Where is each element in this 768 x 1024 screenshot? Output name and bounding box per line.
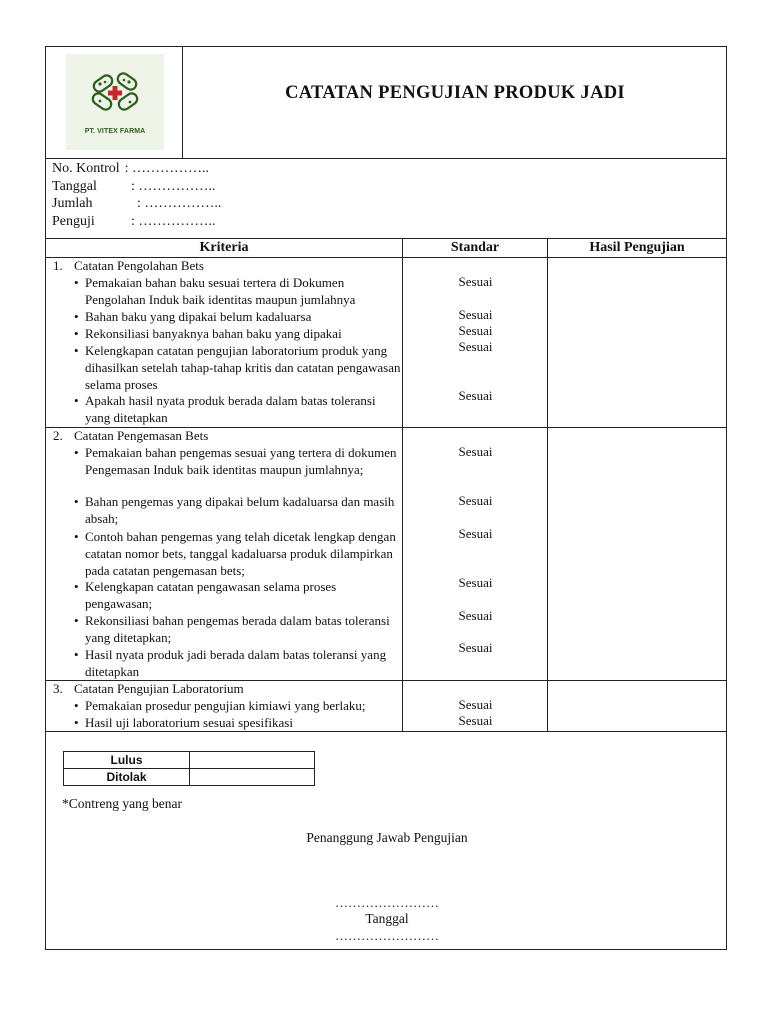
header-kriteria: Kriteria xyxy=(199,240,249,255)
criteria-item: • Hasil nyata produk jadi berada dalam batas toleransi yang ditetapkan xyxy=(74,647,387,679)
section-number: 1. xyxy=(53,258,63,273)
form-sheet xyxy=(45,46,727,950)
result-row-ditolak xyxy=(64,769,315,786)
lulus-checkbox[interactable] xyxy=(190,752,315,769)
capsule-logo-icon xyxy=(66,54,164,124)
header-standar: Standar xyxy=(450,240,500,255)
standard-value: Sesuai xyxy=(458,339,493,354)
criteria-item: • Pemakaian bahan pengemas sesuai yang tertera di dokumen Pengemasan Induk baik identitas maupun jumlahnya; xyxy=(74,445,397,477)
standard-value: Sesuai xyxy=(458,608,493,623)
criteria-item: • Hasil uji laboratorium sesuai spesifikasi xyxy=(74,715,293,730)
ditolak-checkbox[interactable] xyxy=(190,769,315,786)
criteria-item: • Bahan baku yang dipakai belum kadaluarsa xyxy=(74,309,312,324)
section-title-3 xyxy=(53,681,244,698)
form-header xyxy=(46,47,726,159)
section-title-text: Catatan Pengolahan Bets xyxy=(74,258,204,273)
section-number: 3. xyxy=(53,681,63,696)
info-row-penguji xyxy=(52,213,221,231)
check-note: *Contreng yang benar xyxy=(62,796,182,811)
standard-value: Sesuai xyxy=(458,697,493,712)
section-number: 2. xyxy=(53,428,63,443)
criteria-item: • Bahan pengemas yang dipakai belum kadaluarsa dan masih absah; xyxy=(74,494,395,526)
company-logo xyxy=(66,54,164,150)
info-row-kontrol xyxy=(52,160,221,178)
result-row-lulus xyxy=(64,752,315,769)
section-title-text: Catatan Pengujian Laboratorium xyxy=(74,681,244,696)
criteria-item: • Pemakaian bahan baku sesuai tertera di Dokumen Pengolahan Induk baik identitas maupun jumlahnya xyxy=(74,275,356,307)
criteria-item: • Apakah hasil nyata produk berada dalam batas toleransi yang ditetapkan xyxy=(74,393,376,425)
criteria-item: • Rekonsiliasi bahan pengemas berada dalam batas toleransi yang ditetapkan; xyxy=(74,613,390,645)
criteria-item: • Kelengkapan catatan pengawasan selama proses pengawasan; xyxy=(74,579,337,611)
ditolak-label: Ditolak xyxy=(64,769,190,786)
penguji-label: Penguji xyxy=(52,213,95,229)
standard-value: Sesuai xyxy=(458,388,493,403)
signature-date-line[interactable]: …………………… xyxy=(335,928,439,943)
jumlah-label: Jumlah xyxy=(52,196,93,211)
section-title-text: Catatan Pengemasan Bets xyxy=(74,428,209,443)
logo-cell xyxy=(46,47,183,158)
standard-value: Sesuai xyxy=(458,713,493,728)
result-table xyxy=(63,751,315,786)
standard-value: Sesuai xyxy=(458,307,493,322)
penguji-field[interactable]: : …………….. xyxy=(131,213,216,229)
signature-label: Penanggung Jawab Pengujian xyxy=(306,830,468,845)
kontrol-field[interactable]: : …………….. xyxy=(124,161,210,176)
header-hasil-pengujian: Hasil Pengujian xyxy=(589,240,685,255)
standard-value: Sesuai xyxy=(458,444,493,459)
criteria-item: • Pemakaian prosedur pengujian kimiawi yang berlaku; xyxy=(74,698,366,713)
criteria-item: • Contoh bahan pengemas yang telah dicetak lengkap dengan catatan nomor bets, tanggal kadaluarsa produk dilampirkan pada catatan pengemasan bets; xyxy=(74,529,396,578)
standard-value: Sesuai xyxy=(458,526,493,541)
standard-value: Sesuai xyxy=(458,575,493,590)
tanggal-field[interactable]: : …………….. xyxy=(131,178,216,194)
company-name: PT. VITEX FARMA xyxy=(84,128,146,135)
lulus-label: Lulus xyxy=(64,752,190,769)
criteria-item: • Kelengkapan catatan pengujian laboratorium produk yang dihasilkan setelah tahap-tahap kritis dan catatan pengawasan selama proses xyxy=(74,343,401,392)
info-row-tanggal xyxy=(52,178,221,196)
tanggal-label: Tanggal xyxy=(52,178,97,194)
criteria-item: • Rekonsiliasi banyaknya bahan baku yang dipakai xyxy=(74,326,342,341)
page-title: CATATAN PENGUJIAN PRODUK JADI xyxy=(285,83,625,103)
standard-value: Sesuai xyxy=(458,274,493,289)
jumlah-field[interactable]: : …………….. xyxy=(137,196,222,211)
kontrol-label: No. Kontrol xyxy=(52,161,120,176)
section-title-2 xyxy=(53,428,208,445)
info-block xyxy=(52,160,221,230)
standard-value: Sesuai xyxy=(458,493,493,508)
standard-value: Sesuai xyxy=(458,640,493,655)
info-row-jumlah xyxy=(52,195,221,213)
section-title-1 xyxy=(53,258,204,275)
standard-value: Sesuai xyxy=(458,323,493,338)
signature-date-label: Tanggal xyxy=(365,911,409,926)
signature-line[interactable]: …………………… xyxy=(335,895,439,910)
